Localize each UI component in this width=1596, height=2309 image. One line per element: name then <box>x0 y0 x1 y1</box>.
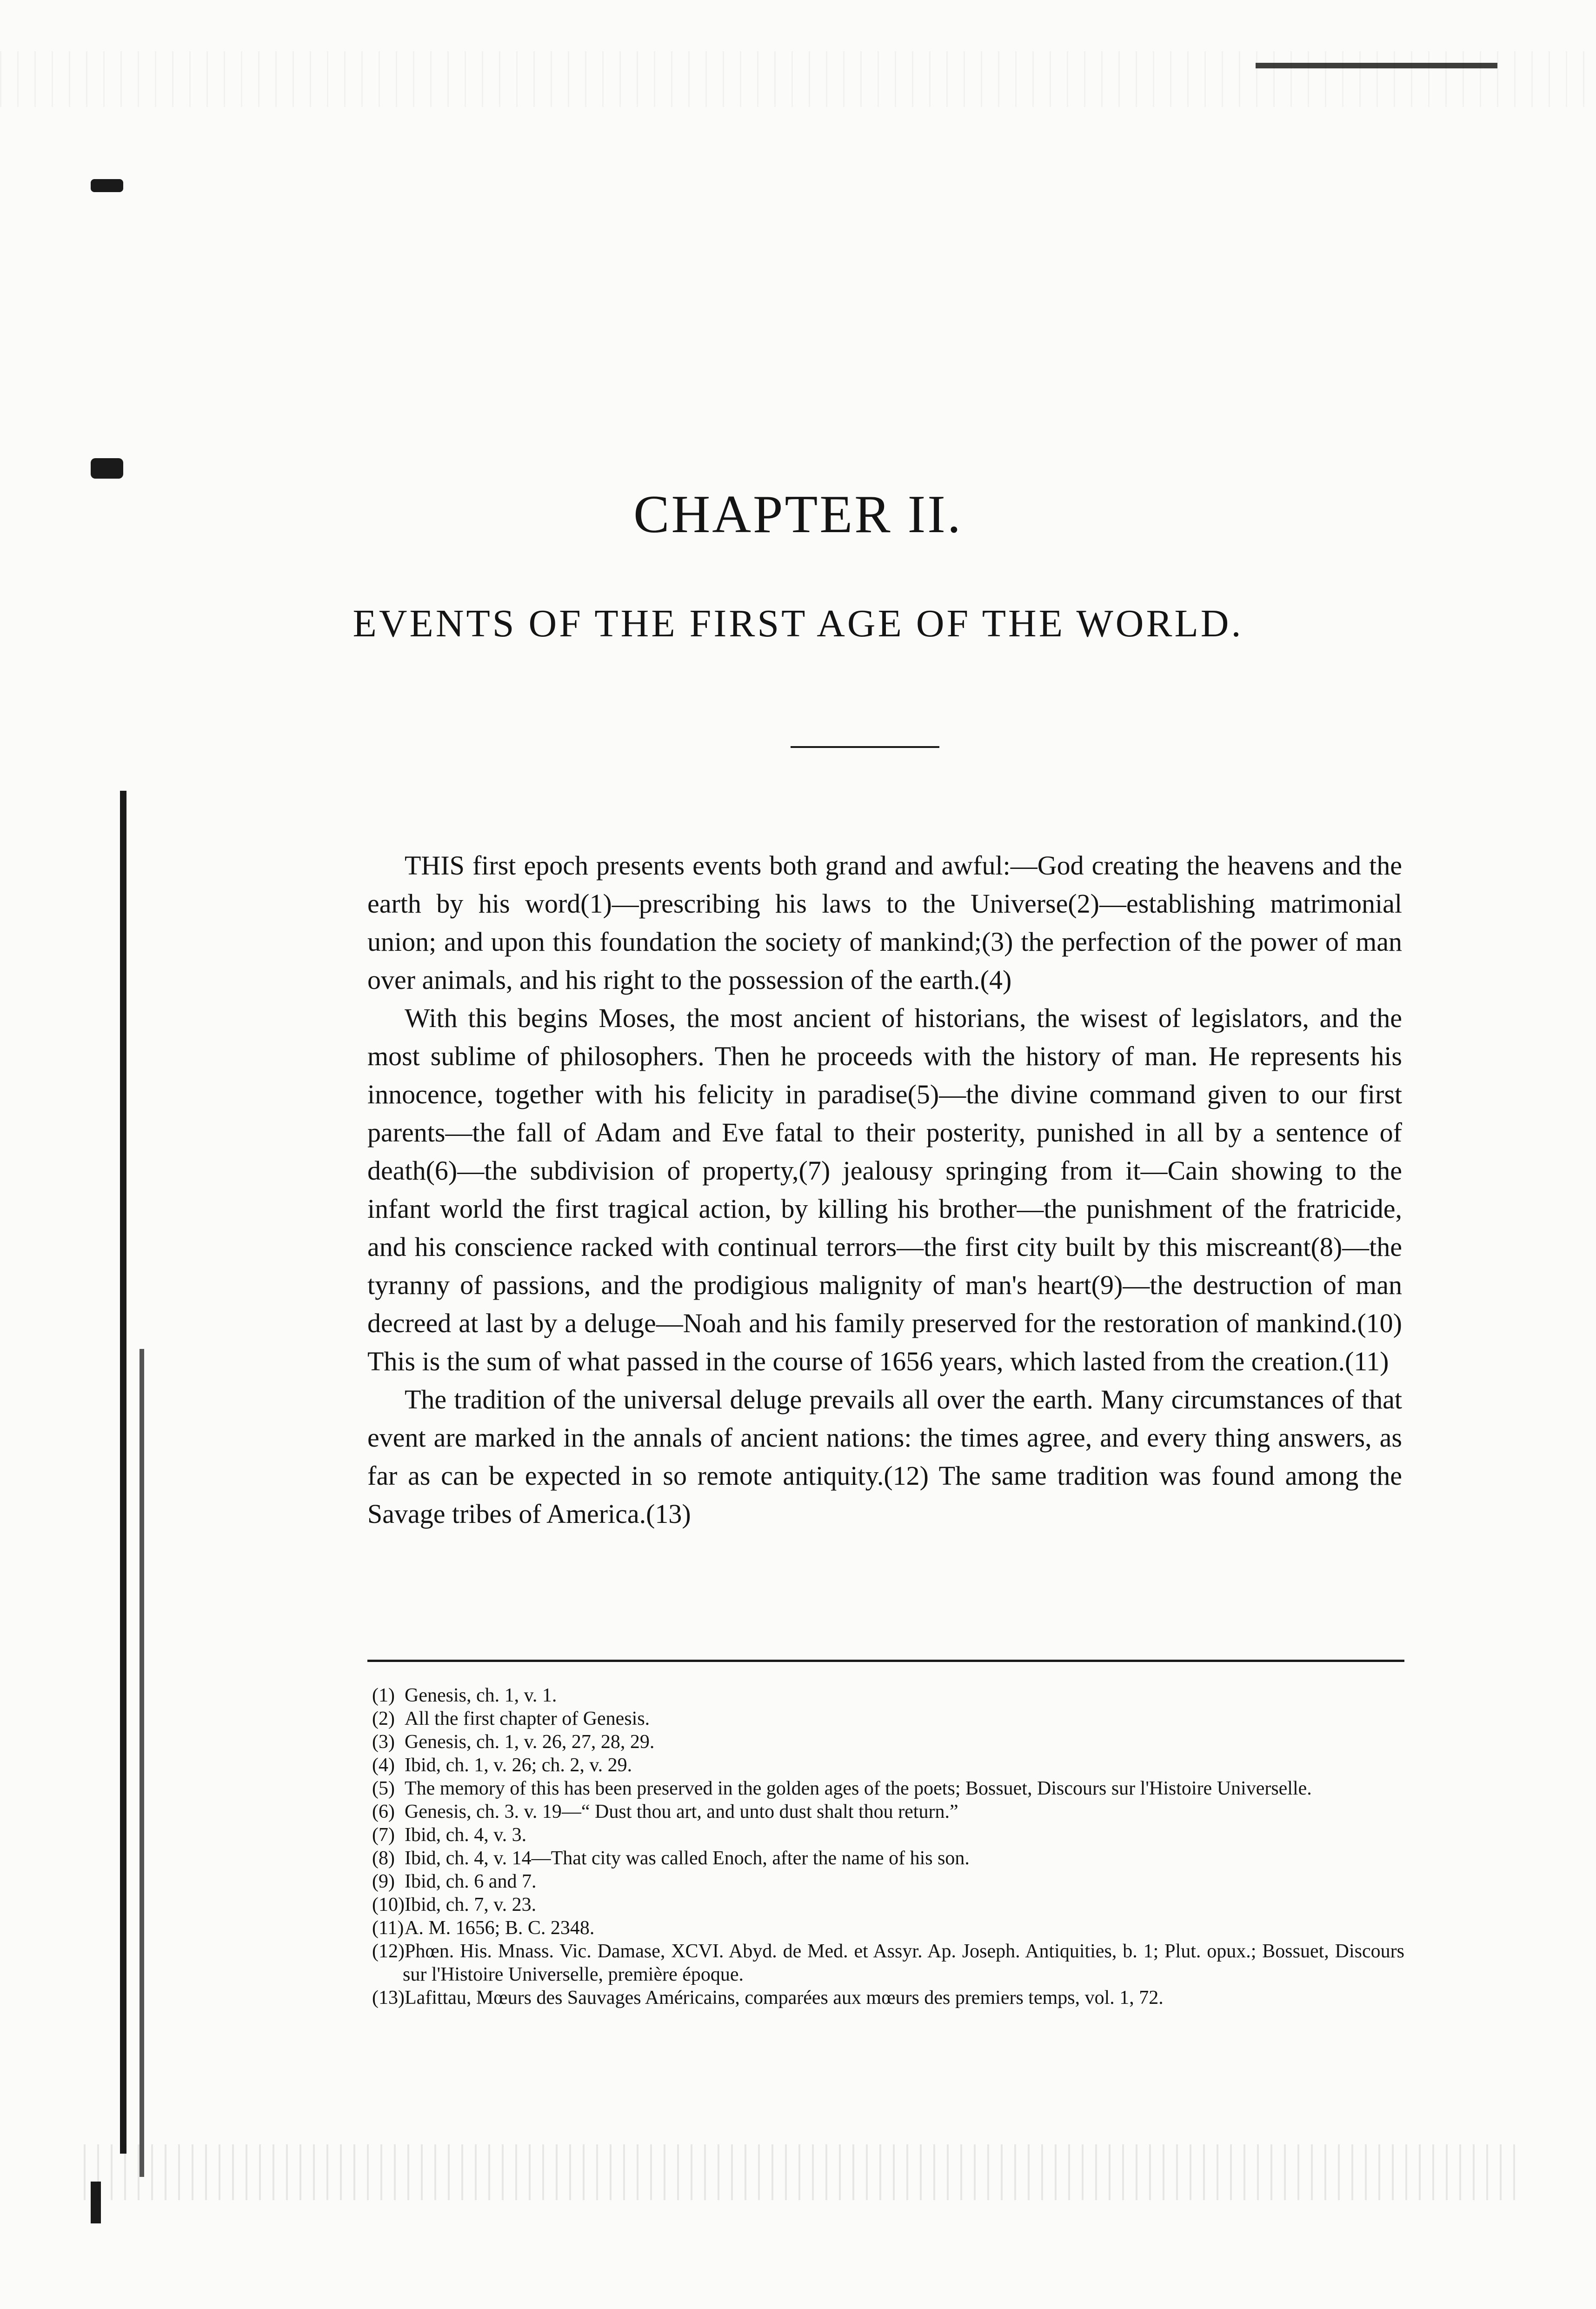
scan-mark-left <box>91 458 123 479</box>
body-paragraph: THIS first epoch presents events both grand and awful:—God creating the heavens and the earth by his word(1)—prescribing his laws to the Universe(2)—establishing matrimonial union; and upon this foundation the society of mankind;(3) the perfection of the power of man over animals, and his right to the possession of the earth.(4) <box>367 850 1402 995</box>
footnote-number: (6) <box>372 1801 395 1822</box>
footnote-number: (7) <box>372 1824 395 1846</box>
scan-mark-left <box>91 179 123 192</box>
footnote <box>372 1823 1404 1847</box>
chapter-body <box>367 847 1402 1533</box>
footnote <box>372 1893 1404 1916</box>
footnote-number: (10) <box>372 1894 405 1915</box>
footnote-text: Ibid, ch. 7, v. 23. <box>405 1894 537 1915</box>
footnote <box>372 1707 1404 1730</box>
footnote-text: Genesis, ch. 1, v. 26, 27, 28, 29. <box>405 1731 655 1753</box>
footnote <box>372 1800 1404 1823</box>
footnote-number: (5) <box>372 1778 395 1799</box>
footnote-divider <box>367 1660 1404 1662</box>
footnote <box>372 1847 1404 1870</box>
chapter-title: CHAPTER II. <box>633 485 963 544</box>
footnote-text: Ibid, ch. 1, v. 26; ch. 2, v. 29. <box>405 1755 632 1776</box>
footnote-text: All the first chapter of Genesis. <box>405 1708 650 1729</box>
footnote-text: Ibid, ch. 4, v. 3. <box>405 1824 527 1846</box>
footnote <box>372 1754 1404 1777</box>
footnote <box>372 1986 1404 2009</box>
footnote-number: (1) <box>372 1685 395 1706</box>
body-paragraph: With this begins Moses, the most ancient of historians, the wisest of legislators, and the most sublime of philosophers. Then he proceeds with the history of man. He represents his innocence, together with his felicity in paradise(5)—the divine command given to our first parents—the fall of Adam and Eve fatal to their posterity, punished in all by a sentence of death(6)—the subdivision of property,(7) jealousy springing from it—Cain showing to the infant world the first tragical action, by killing his brother—the punishment of the fratricide, and his conscience racked with continual terrors—the first city built by this miscreant(8)—the tyranny of passions, and the prodigious malignity of man's heart(9)—the destruction of man decreed at last by a deluge—Noah and his family preserved for the restoration of mankind.(10) This is the sum of what passed in the course of 1656 years, which lasted from the creation.(11) <box>367 1003 1402 1376</box>
footnote-text: Ibid, ch. 4, v. 14—That city was called Enoch, after the name of his son. <box>405 1848 970 1869</box>
footnote-text: A. M. 1656; B. C. 2348. <box>405 1917 595 1939</box>
binding-shadow <box>140 1349 144 2177</box>
scan-mark-top <box>1256 63 1497 68</box>
scan-noise-top <box>0 51 1596 107</box>
chapter-subtitle: EVENTS OF THE FIRST AGE OF THE WORLD. <box>352 602 1244 645</box>
footnote-text: Ibid, ch. 6 and 7. <box>405 1871 537 1892</box>
footnote <box>372 1777 1404 1800</box>
footnote-number: (9) <box>372 1871 395 1892</box>
footnote-text: Genesis, ch. 1, v. 1. <box>405 1685 557 1706</box>
footnote-text: Genesis, ch. 3. v. 19—“ Dust thou art, and unto dust shalt thou return.” <box>405 1801 958 1822</box>
title-divider <box>791 746 939 748</box>
scan-noise-bottom <box>84 2144 1516 2200</box>
binding-shadow <box>120 791 126 2154</box>
footnote-text: Phœn. His. Mnass. Vic. Damase, XCVI. Abyd. de Med. et Assyr. Ap. Joseph. Antiquities, b. 1; Plut. opux.; Bossuet, Discours sur l'Histoire Universelle, première époque. <box>403 1941 1404 1985</box>
footnote-number: (11) <box>372 1917 404 1939</box>
footnote-number: (13) <box>372 1987 405 2009</box>
footnote <box>372 1870 1404 1893</box>
footnote <box>372 1730 1404 1754</box>
footnote-number: (12) <box>372 1941 405 1962</box>
footnote <box>372 1916 1404 1940</box>
footnote-number: (2) <box>372 1708 395 1729</box>
footnote-number: (8) <box>372 1848 395 1869</box>
footnote <box>372 1940 1404 1986</box>
footnote <box>372 1684 1404 1707</box>
footnote-number: (3) <box>372 1731 395 1753</box>
footnote-number: (4) <box>372 1755 395 1776</box>
footnote-text: Lafittau, Mœurs des Sauvages Américains, comparées aux mœurs des premiers temps, vol. 1, 72. <box>405 1987 1164 2009</box>
body-paragraph: The tradition of the universal deluge prevails all over the earth. Many circumstances of that event are marked in the annals of ancient nations: the times agree, and every thing answers, as far as can be expected in so remote antiquity.(12) The same tradition was found among the Savage tribes of America.(13) <box>367 1384 1402 1529</box>
footnotes <box>372 1684 1404 2009</box>
footnote-text: The memory of this has been preserved in the golden ages of the poets; Bossuet, Discours sur l'Histoire Universelle. <box>405 1778 1312 1799</box>
